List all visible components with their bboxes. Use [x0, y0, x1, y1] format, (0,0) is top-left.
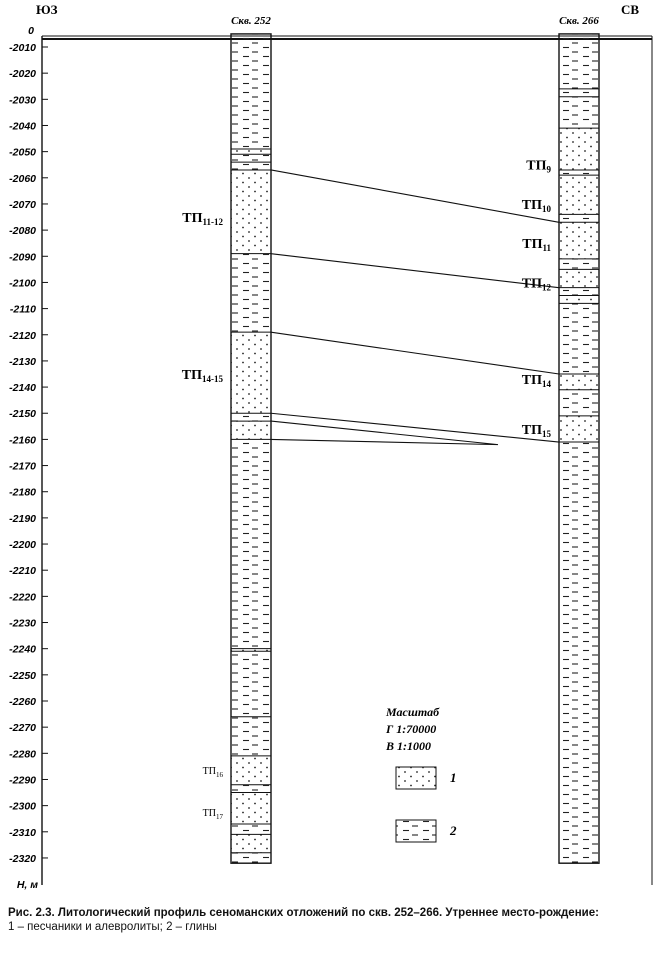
sand-layer — [231, 834, 271, 852]
direction-ne: СВ — [621, 2, 640, 17]
depth-tick-label: -2080 — [9, 225, 36, 238]
layer-label: $ТП_{17}$ — [202, 807, 223, 821]
depth-tick-label: -2270 — [9, 722, 36, 735]
depth-tick-label: -2190 — [9, 512, 36, 525]
scale-title: Масштаб — [386, 705, 440, 719]
depth-tick-label: -2150 — [9, 408, 36, 421]
sand-layer — [559, 374, 599, 390]
depth-tick-label: -2020 — [9, 68, 36, 81]
zero-depth-label: 0 — [28, 25, 34, 37]
depth-tick-label: -2320 — [9, 852, 36, 865]
depth-tick-label: -2240 — [9, 643, 36, 656]
depth-tick-label: -2160 — [9, 434, 36, 447]
layer-label: $ТП_{11}$ — [522, 237, 551, 254]
sand-layer — [559, 416, 599, 442]
caption-legend-text: 1 – песчаники и алевролиты; 2 – глины — [8, 921, 217, 933]
sand-layer — [559, 222, 599, 259]
correlation-line — [271, 332, 559, 374]
correlation-line — [271, 413, 559, 442]
legend-sand-number: 1 — [450, 770, 457, 785]
depth-tick-label: -2210 — [9, 565, 36, 578]
legend-clay-swatch — [396, 820, 436, 842]
sand-layer — [231, 149, 271, 154]
depth-tick-label: -2100 — [9, 277, 36, 290]
depth-tick-label: -2250 — [9, 669, 36, 682]
layer-label: $ТП_9$ — [526, 158, 551, 175]
scale-horizontal: Г 1:70000 — [386, 722, 437, 736]
layer-label: $ТП_{16}$ — [202, 766, 223, 780]
sand-layer — [231, 421, 271, 439]
sand-layer — [559, 269, 599, 287]
depth-tick-label: -2090 — [9, 251, 36, 264]
depth-tick-label: -2070 — [9, 198, 36, 211]
depth-tick-label: -2280 — [9, 748, 36, 761]
depth-tick-label: -2180 — [9, 486, 36, 499]
depth-tick-label: -2040 — [9, 120, 36, 133]
depth-tick-label: -2310 — [9, 826, 36, 839]
depth-tick-label: -2010 — [9, 42, 36, 54]
legend-clay-number: 2 — [450, 823, 457, 838]
depth-tick-label: -2060 — [9, 172, 36, 185]
scale-vertical: В 1:1000 — [386, 739, 431, 753]
clay-fill — [231, 34, 271, 863]
sand-layer — [231, 756, 271, 785]
direction-sw: ЮЗ — [36, 2, 58, 17]
well-column — [559, 34, 599, 863]
layer-label: $ТП_{15}$ — [521, 422, 551, 439]
depth-unit-label: H, м — [16, 879, 38, 891]
sand-layer — [559, 128, 599, 170]
caption-figure-text: Рис. 2.3. Литологический профиль сеноманских отложений по скв. 252–266. Утреннее место-рождение: — [8, 907, 599, 919]
depth-tick-label: -2260 — [9, 696, 36, 708]
sand-layer — [231, 793, 271, 824]
legend-sand-swatch — [396, 767, 436, 789]
figure-caption — [8, 906, 656, 934]
layer-label: $ТП_{10}$ — [521, 197, 551, 214]
layer-label: $ТП_{14}$ — [521, 373, 551, 390]
correlation-lines — [271, 170, 559, 445]
well-name-252: Скв. 252 — [231, 15, 271, 27]
layer-label: $ТП_{12}$ — [521, 276, 551, 293]
sand-layer — [559, 175, 599, 214]
depth-tick-label: -2290 — [9, 774, 36, 787]
legend — [396, 767, 457, 842]
layer-label: $ТП_{14-15}$ — [181, 368, 223, 384]
depth-tick-label: -2140 — [9, 382, 36, 395]
depth-tick-label: -2130 — [9, 355, 36, 368]
depth-tick-label: -2300 — [9, 800, 36, 813]
depth-tick-label: -2050 — [9, 146, 36, 159]
layer-label: $ТП_{11-12}$ — [182, 211, 223, 228]
sand-layer — [231, 332, 271, 413]
depth-tick-label: -2230 — [9, 617, 36, 630]
correlation-line — [271, 170, 559, 222]
depth-tick-label: -2110 — [9, 303, 36, 316]
well-column — [231, 34, 271, 863]
depth-tick-label: -2200 — [9, 539, 36, 552]
depth-tick-label: -2220 — [9, 591, 36, 604]
correlation-line — [271, 254, 559, 288]
depth-tick-label: -2120 — [9, 329, 36, 342]
depth-tick-label: -2030 — [9, 94, 36, 107]
well-name-266: Скв. 266 — [559, 15, 599, 27]
sand-layer — [231, 170, 271, 254]
depth-tick-label: -2170 — [9, 460, 36, 473]
sand-layer — [559, 296, 599, 304]
